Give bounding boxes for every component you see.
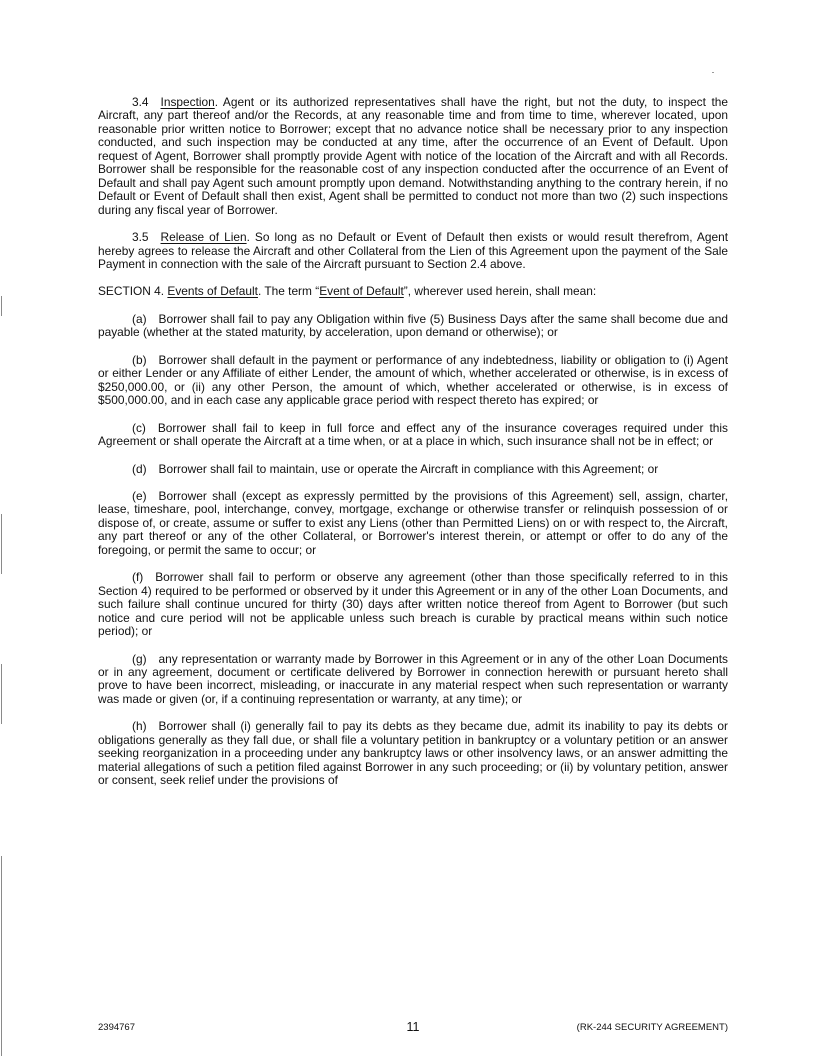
item-label: (a) xyxy=(132,311,147,326)
event-of-default-item xyxy=(98,571,728,638)
scan-artifact xyxy=(712,72,714,73)
item-label: (g) xyxy=(132,651,147,666)
section-heading: Events of Default xyxy=(167,284,258,299)
event-of-default-item xyxy=(98,422,728,449)
page-number: 11 xyxy=(406,1020,420,1034)
item-label: (d) xyxy=(132,461,147,476)
section-3-5-paragraph xyxy=(98,231,728,271)
item-label: (c) xyxy=(132,420,146,435)
margin-scan-mark xyxy=(1,296,2,316)
section-outro: ”, wherever used herein, shall mean: xyxy=(403,284,597,299)
document-title: (RK-244 SECURITY AGREEMENT) xyxy=(576,1022,728,1033)
event-of-default-item xyxy=(98,463,728,476)
section-heading: Inspection xyxy=(160,95,215,109)
item-text: any representation or warranty made by Borrower in this Agreement or in any of the other Loan Documents or in any agreement, document or certificate delivered by Borrower in connection herewith or pursuant hereto shall prove to have been incorrect, misleading, or inaccurate in any material respect when such representation or warranty was made or given (or, if a continuing representation or warranty, at any time); or xyxy=(98,651,728,706)
margin-scan-mark xyxy=(1,514,2,574)
item-label: (h) xyxy=(132,719,147,734)
item-text: Borrower shall fail to keep in full force and effect any of the insurance coverages required under this Agreement or shall operate the Aircraft at a time when, or at a place in which, such insurance shall not be in effect; or xyxy=(98,420,728,449)
item-text: Borrower shall fail to pay any Obligation within five (5) Business Days after the same shall become due and payable (whether at the stated maturity, by acceleration, upon demand or otherwise); or xyxy=(98,311,728,340)
item-text: Borrower shall fail to perform or observe any agreement (other than those specifically referred to in this Section 4) required to be performed or observed by it under this Agreement or in any of the other Loan Documents, and such failure shall continue uncured for thirty (30) days after written notice thereof from Agent to Borrower (but such notice and cure period will not be applicable unless such breach is curable by practical means within such notice period); or xyxy=(98,570,728,639)
event-of-default-item xyxy=(98,354,728,408)
defined-term: Event of Default xyxy=(319,284,404,299)
page-footer xyxy=(98,1020,728,1036)
item-text: Borrower shall (except as expressly permitted by the provisions of this Agreement) sell, assign, charter, lease, timeshare, pool, interchange, convey, mortgage, exchange or otherwise transfer or relinquish possession of or dispose of, or create, assume or suffer to exist any Liens (other than Permitted Liens) on or with respect to, the Aircraft, any part thereof or any of the other Collateral, or Borrower's interest therein, or attempt or offer to do any of the foregoing, or permit the same to occur; or xyxy=(98,488,728,557)
item-text: Borrower shall default in the payment or performance of any indebtedness, liability or obligation to (i) Agent or either Lender or any Affiliate of either Lender, the amount of which, whether accelerated or otherwise, is in excess of $250,000.00, or (ii) any other Person, the amount of which, whether accelerated or otherwise, is in excess of $500,000.00, and in each case any applicable grace period with respect thereto has expired; or xyxy=(98,352,728,408)
section-4-heading-paragraph xyxy=(98,285,728,298)
document-id: 2394767 xyxy=(98,1022,135,1033)
item-label: (f) xyxy=(132,570,144,585)
event-of-default-item xyxy=(98,720,728,787)
margin-scan-mark xyxy=(1,664,2,724)
margin-scan-mark xyxy=(1,856,2,1056)
document-page xyxy=(98,96,728,802)
section-number: 3.4 xyxy=(132,95,149,109)
section-text: . Agent or its authorized representatives shall have the right, but not the duty, to inspect the Aircraft, any part thereof and/or the Records, at any reasonable time and from time to time, wherever located, upon reasonable prior written notice to Borrower; except that no advance notice shall be necessary prior to any inspection conducted, and such inspection may be conducted at any time, after the occurrence of an Event of Default. Upon request of Agent, Borrower shall promptly provide Agent with notice of the location of the Aircraft and with all Records. Borrower shall be responsible for the reasonable cost of any inspection conducted after the occurrence of an Event of Default and shall pay Agent such amount promptly upon demand. Notwithstanding anything to the contrary herein, if no Default or Event of Default shall then exist, Agent shall be permitted to conduct not more than two (2) such inspections during any fiscal year of Borrower. xyxy=(98,95,728,217)
event-of-default-item xyxy=(98,313,728,340)
section-intro: . The term “ xyxy=(257,284,320,299)
item-label: (e) xyxy=(132,488,147,503)
section-text: . So long as no Default or Event of Default then exists or would result therefrom, Agent hereby agrees to release the Aircraft and other Collateral from the Lien of this Agreement upon the payment of the Sale Payment in connection with the sale of the Aircraft pursuant to Section 2.4 above. xyxy=(98,230,729,271)
item-label: (b) xyxy=(132,352,147,367)
section-heading: Release of Lien xyxy=(160,230,247,245)
item-text: Borrower shall fail to maintain, use or operate the Aircraft in compliance with this Agreement; or xyxy=(158,461,659,476)
event-of-default-item xyxy=(98,653,728,707)
item-text: Borrower shall (i) generally fail to pay its debts as they became due, admit its inability to pay its debts or obligations generally as they fall due, or shall file a voluntary petition in bankruptcy or a voluntary petition or an answer seeking reorganization in a proceeding under any bankruptcy laws or other insolvency laws, or an answer admitting the material allegations of such a petition filed against Borrower in any such proceeding; or (ii) by voluntary petition, answer or consent, seek relief under the provisions of xyxy=(98,719,728,788)
section-3-4-paragraph xyxy=(98,96,728,217)
section-prefix: SECTION 4. xyxy=(98,284,165,299)
section-number: 3.5 xyxy=(132,230,149,245)
event-of-default-item xyxy=(98,490,728,557)
